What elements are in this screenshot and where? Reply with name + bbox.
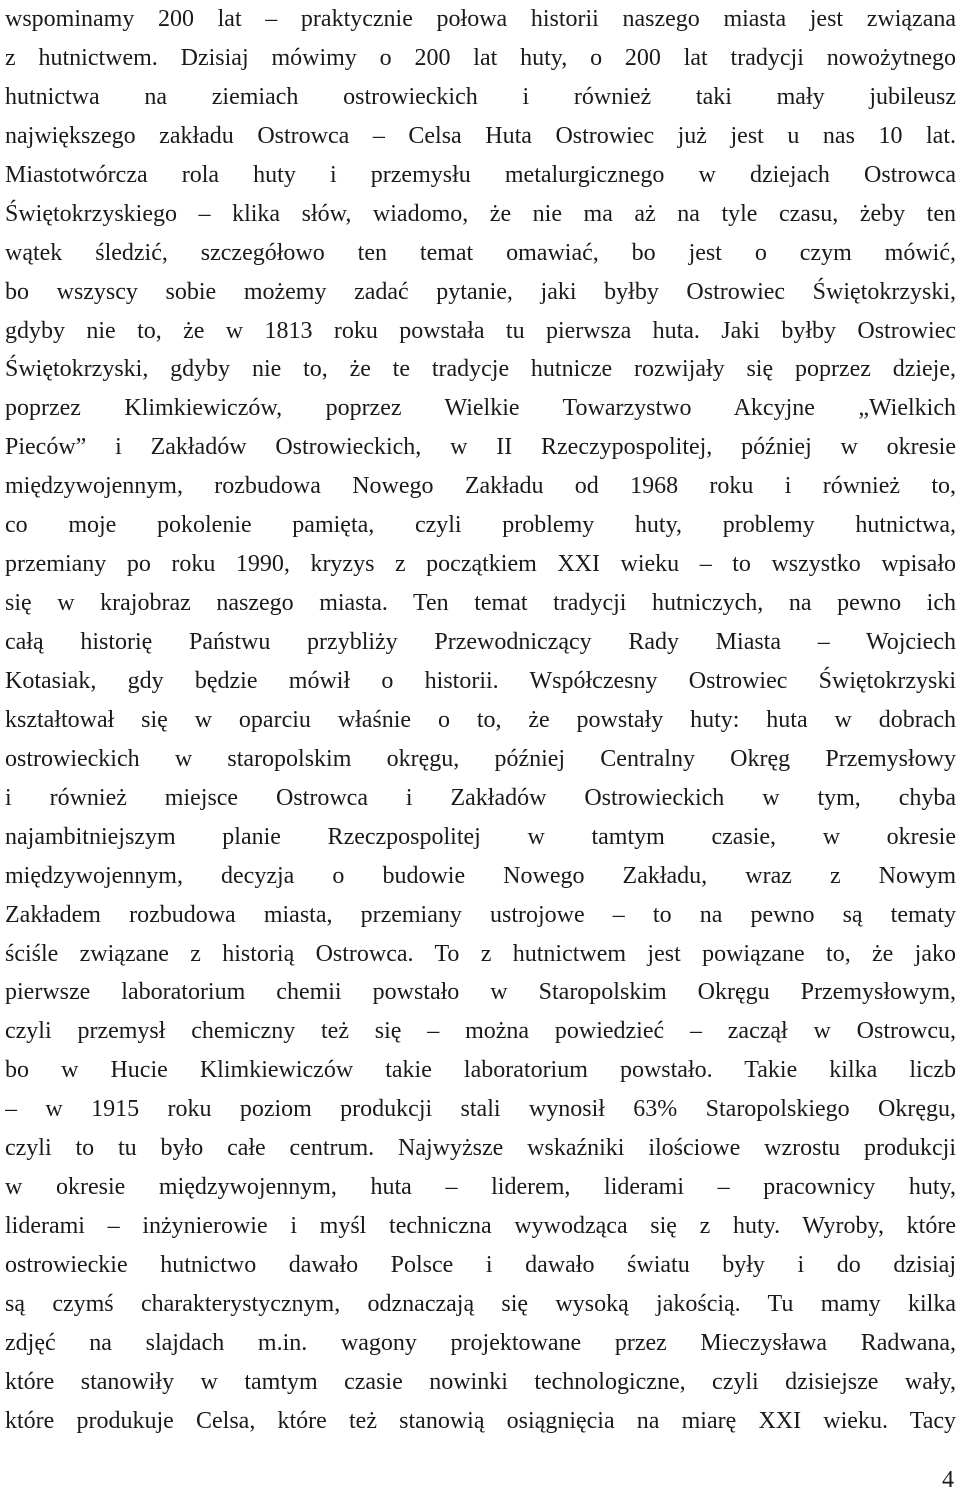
text-line: i również miejsce Ostrowca i Zakładów Ostrowieckich w tym, chyba — [5, 784, 956, 811]
text-line: liderami – inżynierowie i myśl techniczna wywodząca się z huty. Wyroby, które — [5, 1213, 956, 1240]
text-line: najambitniejszym planie Rzeczpospolitej w tamtym czasie, w okresie — [5, 823, 956, 850]
text-line: wątek śledzić, szczegółowo ten temat omawiać, bo jest o czym mówić, — [5, 239, 956, 266]
body-paragraph — [5, 0, 956, 1441]
text-line: kształtował się w oparciu właśnie o to, że powstały huty: huta w dobrach — [5, 706, 956, 733]
text-line: się w krajobraz naszego miasta. Ten temat tradycji hutniczych, na pewno ich — [5, 590, 956, 617]
text-line: Świętokrzyskiego – klika słów, wiadomo, że nie ma aż na tyle czasu, żeby ten — [5, 200, 956, 227]
text-line: w okresie międzywojennym, huta – liderem, liderami – pracownicy huty, — [5, 1174, 956, 1201]
page-number: 4 — [942, 1467, 954, 1493]
text-line: zdjęć na slajdach m.in. wagony projektowane przez Mieczysława Radwana, — [5, 1329, 956, 1356]
text-line: Zakładem rozbudowa miasta, przemiany ustrojowe – to na pewno są tematy — [5, 901, 956, 928]
text-line: bo wszyscy sobie możemy zadać pytanie, jaki byłby Ostrowiec Świętokrzyski, — [5, 278, 956, 305]
text-line: Kotasiak, gdy będzie mówił o historii. Współczesny Ostrowiec Świętokrzyski — [5, 667, 956, 694]
text-line: ściśle związane z historią Ostrowca. To z hutnictwem jest powiązane to, że jako — [5, 940, 956, 967]
text-line: które stanowiły w tamtym czasie nowinki technologiczne, czyli dzisiejsze wały, — [5, 1368, 956, 1395]
text-line: międzywojennym, decyzja o budowie Nowego Zakładu, wraz z Nowym — [5, 862, 956, 889]
text-line: największego zakładu Ostrowca – Celsa Huta Ostrowiec już jest u nas 10 lat. — [5, 122, 956, 149]
text-line: ostrowieckich w staropolskim okręgu, później Centralny Okręg Przemysłowy — [5, 745, 956, 772]
text-line: ostrowieckie hutnictwo dawało Polsce i dawało światu były i do dzisiaj — [5, 1252, 956, 1278]
text-line: przemiany po roku 1990, kryzys z początkiem XXI wieku – to wszystko wpisało — [5, 551, 956, 578]
text-line: Świętokrzyski, gdyby nie to, że te tradycje hutnicze rozwijały się poprzez dzieje, — [5, 356, 956, 383]
text-line: czyli to tu było całe centrum. Najwyższe wskaźniki ilościowe wzrostu produkcji — [5, 1135, 956, 1162]
text-line: wspominamy 200 lat – praktycznie połowa historii naszego miasta jest związana — [5, 6, 956, 32]
text-line: Pieców” i Zakładów Ostrowieckich, w II Rzeczypospolitej, później w okresie — [5, 434, 956, 461]
text-line: międzywojennym, rozbudowa Nowego Zakładu od 1968 roku i również to, — [5, 473, 956, 500]
text-line: bo w Hucie Klimkiewiczów takie laboratorium powstało. Takie kilka liczb — [5, 1057, 956, 1084]
text-line: z hutnictwem. Dzisiaj mówimy o 200 lat huty, o 200 lat tradycji nowożytnego — [5, 44, 956, 71]
text-line: co moje pokolenie pamięta, czyli problemy huty, problemy hutnictwa, — [5, 512, 956, 539]
text-line: pierwsze laboratorium chemii powstało w Staropolskim Okręgu Przemysłowym, — [5, 979, 956, 1006]
text-line: poprzez Klimkiewiczów, poprzez Wielkie Towarzystwo Akcyjne „Wielkich — [5, 395, 956, 422]
text-line: gdyby nie to, że w 1813 roku powstała tu pierwsza huta. Jaki byłby Ostrowiec — [5, 317, 956, 344]
text-line: czyli przemysł chemiczny też się – można powiedzieć – zaczął w Ostrowcu, — [5, 1018, 956, 1045]
text-line: całą historię Państwu przybliży Przewodniczący Rady Miasta – Wojciech — [5, 629, 956, 655]
text-line: które produkuje Celsa, które też stanowią osiągnięcia na miarę XXI wieku. Tacy — [5, 1407, 956, 1434]
text-line: Miastotwórcza rola huty i przemysłu metalurgicznego w dziejach Ostrowca — [5, 161, 956, 188]
text-line: hutnictwa na ziemiach ostrowieckich i również taki mały jubileusz — [5, 83, 956, 110]
text-line: są czymś charakterystycznym, odznaczają się wysoką jakością. Tu mamy kilka — [5, 1290, 956, 1317]
text-line: – w 1915 roku poziom produkcji stali wynosił 63% Staropolskiego Okręgu, — [5, 1096, 956, 1123]
